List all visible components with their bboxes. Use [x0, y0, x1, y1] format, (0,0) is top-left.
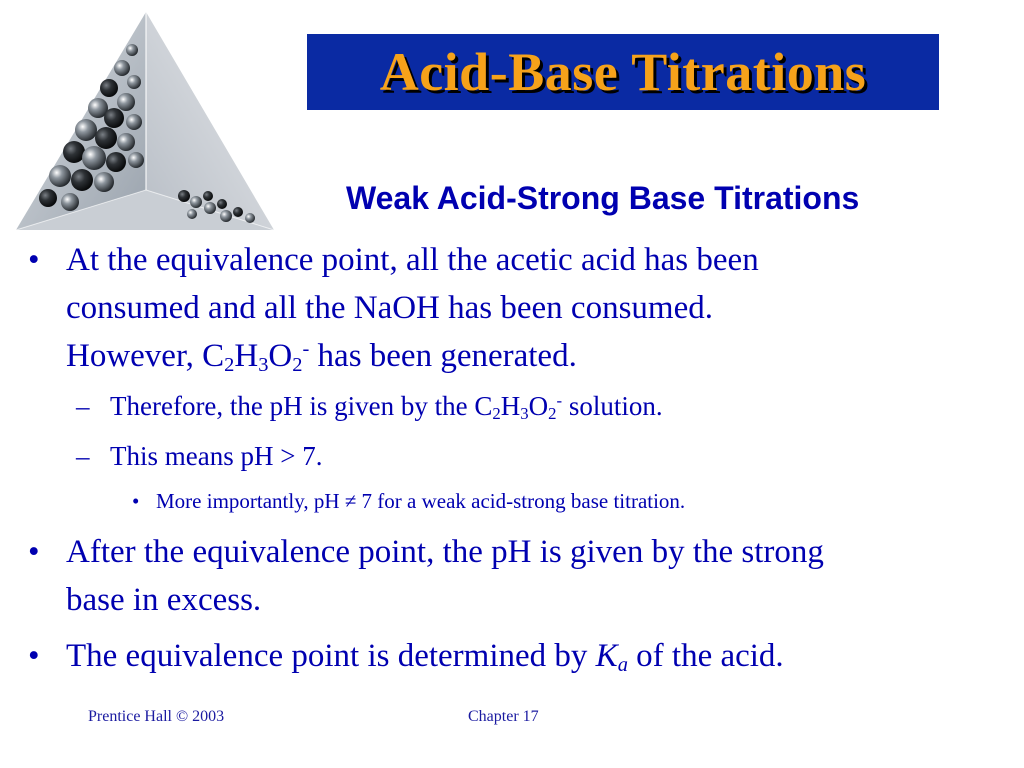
bullet-marker: • — [28, 638, 40, 674]
bullet-1-line-2: consumed and all the NaOH has been consumed. — [66, 290, 713, 326]
title-banner — [307, 34, 939, 110]
molecular-pyramid-logo — [14, 10, 276, 238]
bullet-marker: • — [28, 534, 40, 570]
bullet-2-line-2: base in excess. — [66, 582, 262, 618]
bullet-2-line-1: After the equivalence point, the pH is given by the strong — [66, 534, 824, 570]
sub-bullet-marker: – — [76, 441, 90, 471]
sub-bullet-1: Therefore, the pH is given by the $C_2H_3O_2^-$ solution. — [110, 390, 663, 424]
bullet-marker: • — [28, 242, 40, 278]
footer-publisher: Prentice Hall © 2003 — [88, 708, 225, 725]
bullet-1-line-3: However, $C_2H_3O_2^-$ has been generated. — [66, 337, 577, 377]
third-level-bullet: More importantly, pH ≠ 7 for a weak acid-strong base titration. — [156, 489, 686, 513]
third-level-marker: • — [132, 489, 140, 513]
bullet-3: The equivalence point is determined by $K_a$ of the acid. — [66, 638, 784, 677]
slide-title: Acid-Base Titrations — [379, 42, 867, 102]
footer-chapter: Chapter 17 — [468, 708, 539, 725]
slide-subtitle: Weak Acid-Strong Base Titrations — [346, 180, 860, 216]
sub-bullet-2: This means pH > 7. — [110, 441, 323, 471]
bullet-1-line-1: At the equivalence point, all the acetic acid has been — [66, 242, 759, 278]
sub-bullet-marker: – — [76, 391, 90, 421]
